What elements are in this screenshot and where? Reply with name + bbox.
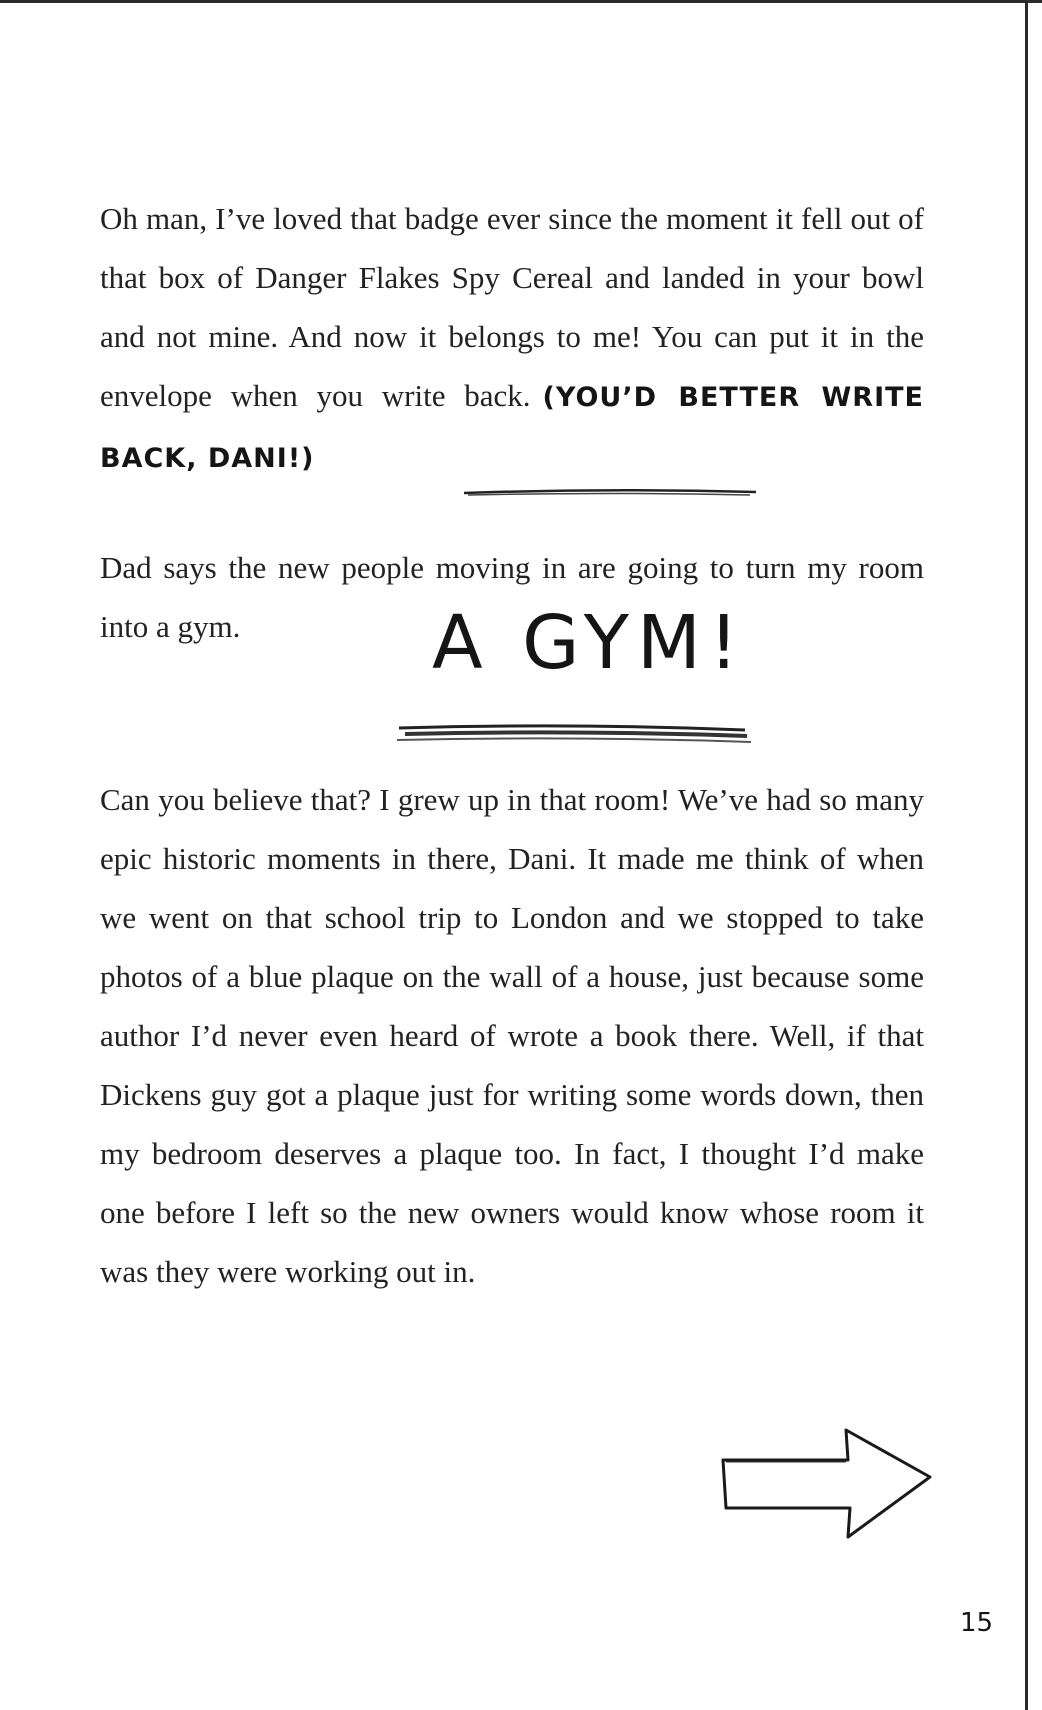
- underline-scribble-2: [395, 720, 755, 750]
- right-arrow-icon: [718, 1425, 938, 1545]
- paragraph-3: [100, 770, 924, 1301]
- paragraph-3-text: Can you believe that? I grew up in that room! We’ve had so many epic historic moments in there, Dani. It made me think of when we went on that school trip to London and we stopped to take photos of a blue plaque on the wall of a house, just because some author I’d never even heard of wrote a book there. Well, if that Dickens guy got a plaque just for writing some words down, then my bedroom deserves a plaque too. In fact, I thought I’d make one before I left so the new owners would know whose room it was they were working out in.: [100, 782, 924, 1289]
- paragraph-1: [100, 189, 924, 488]
- paragraph-2-text: Dad says the new people moving in are going to turn my room into a gym.: [100, 550, 924, 644]
- page-edge-right: [1025, 0, 1028, 1710]
- page-number: 15: [960, 1608, 994, 1638]
- handwritten-shout-gym: A GYM!: [432, 600, 747, 686]
- page-edge-top: [0, 0, 1042, 3]
- paragraph-1-text: Oh man, I’ve loved that badge ever since the moment it fell out of that box of Danger Flakes Spy Cereal and landed in your bowl and not mine. And now it belongs to me! You can put it in the envelope when you write back.: [100, 201, 924, 413]
- handwritten-shout-write-back: (YOU’D BETTER WRITE BACK, DANI!): [100, 382, 924, 474]
- underline-scribble-1: [460, 486, 760, 500]
